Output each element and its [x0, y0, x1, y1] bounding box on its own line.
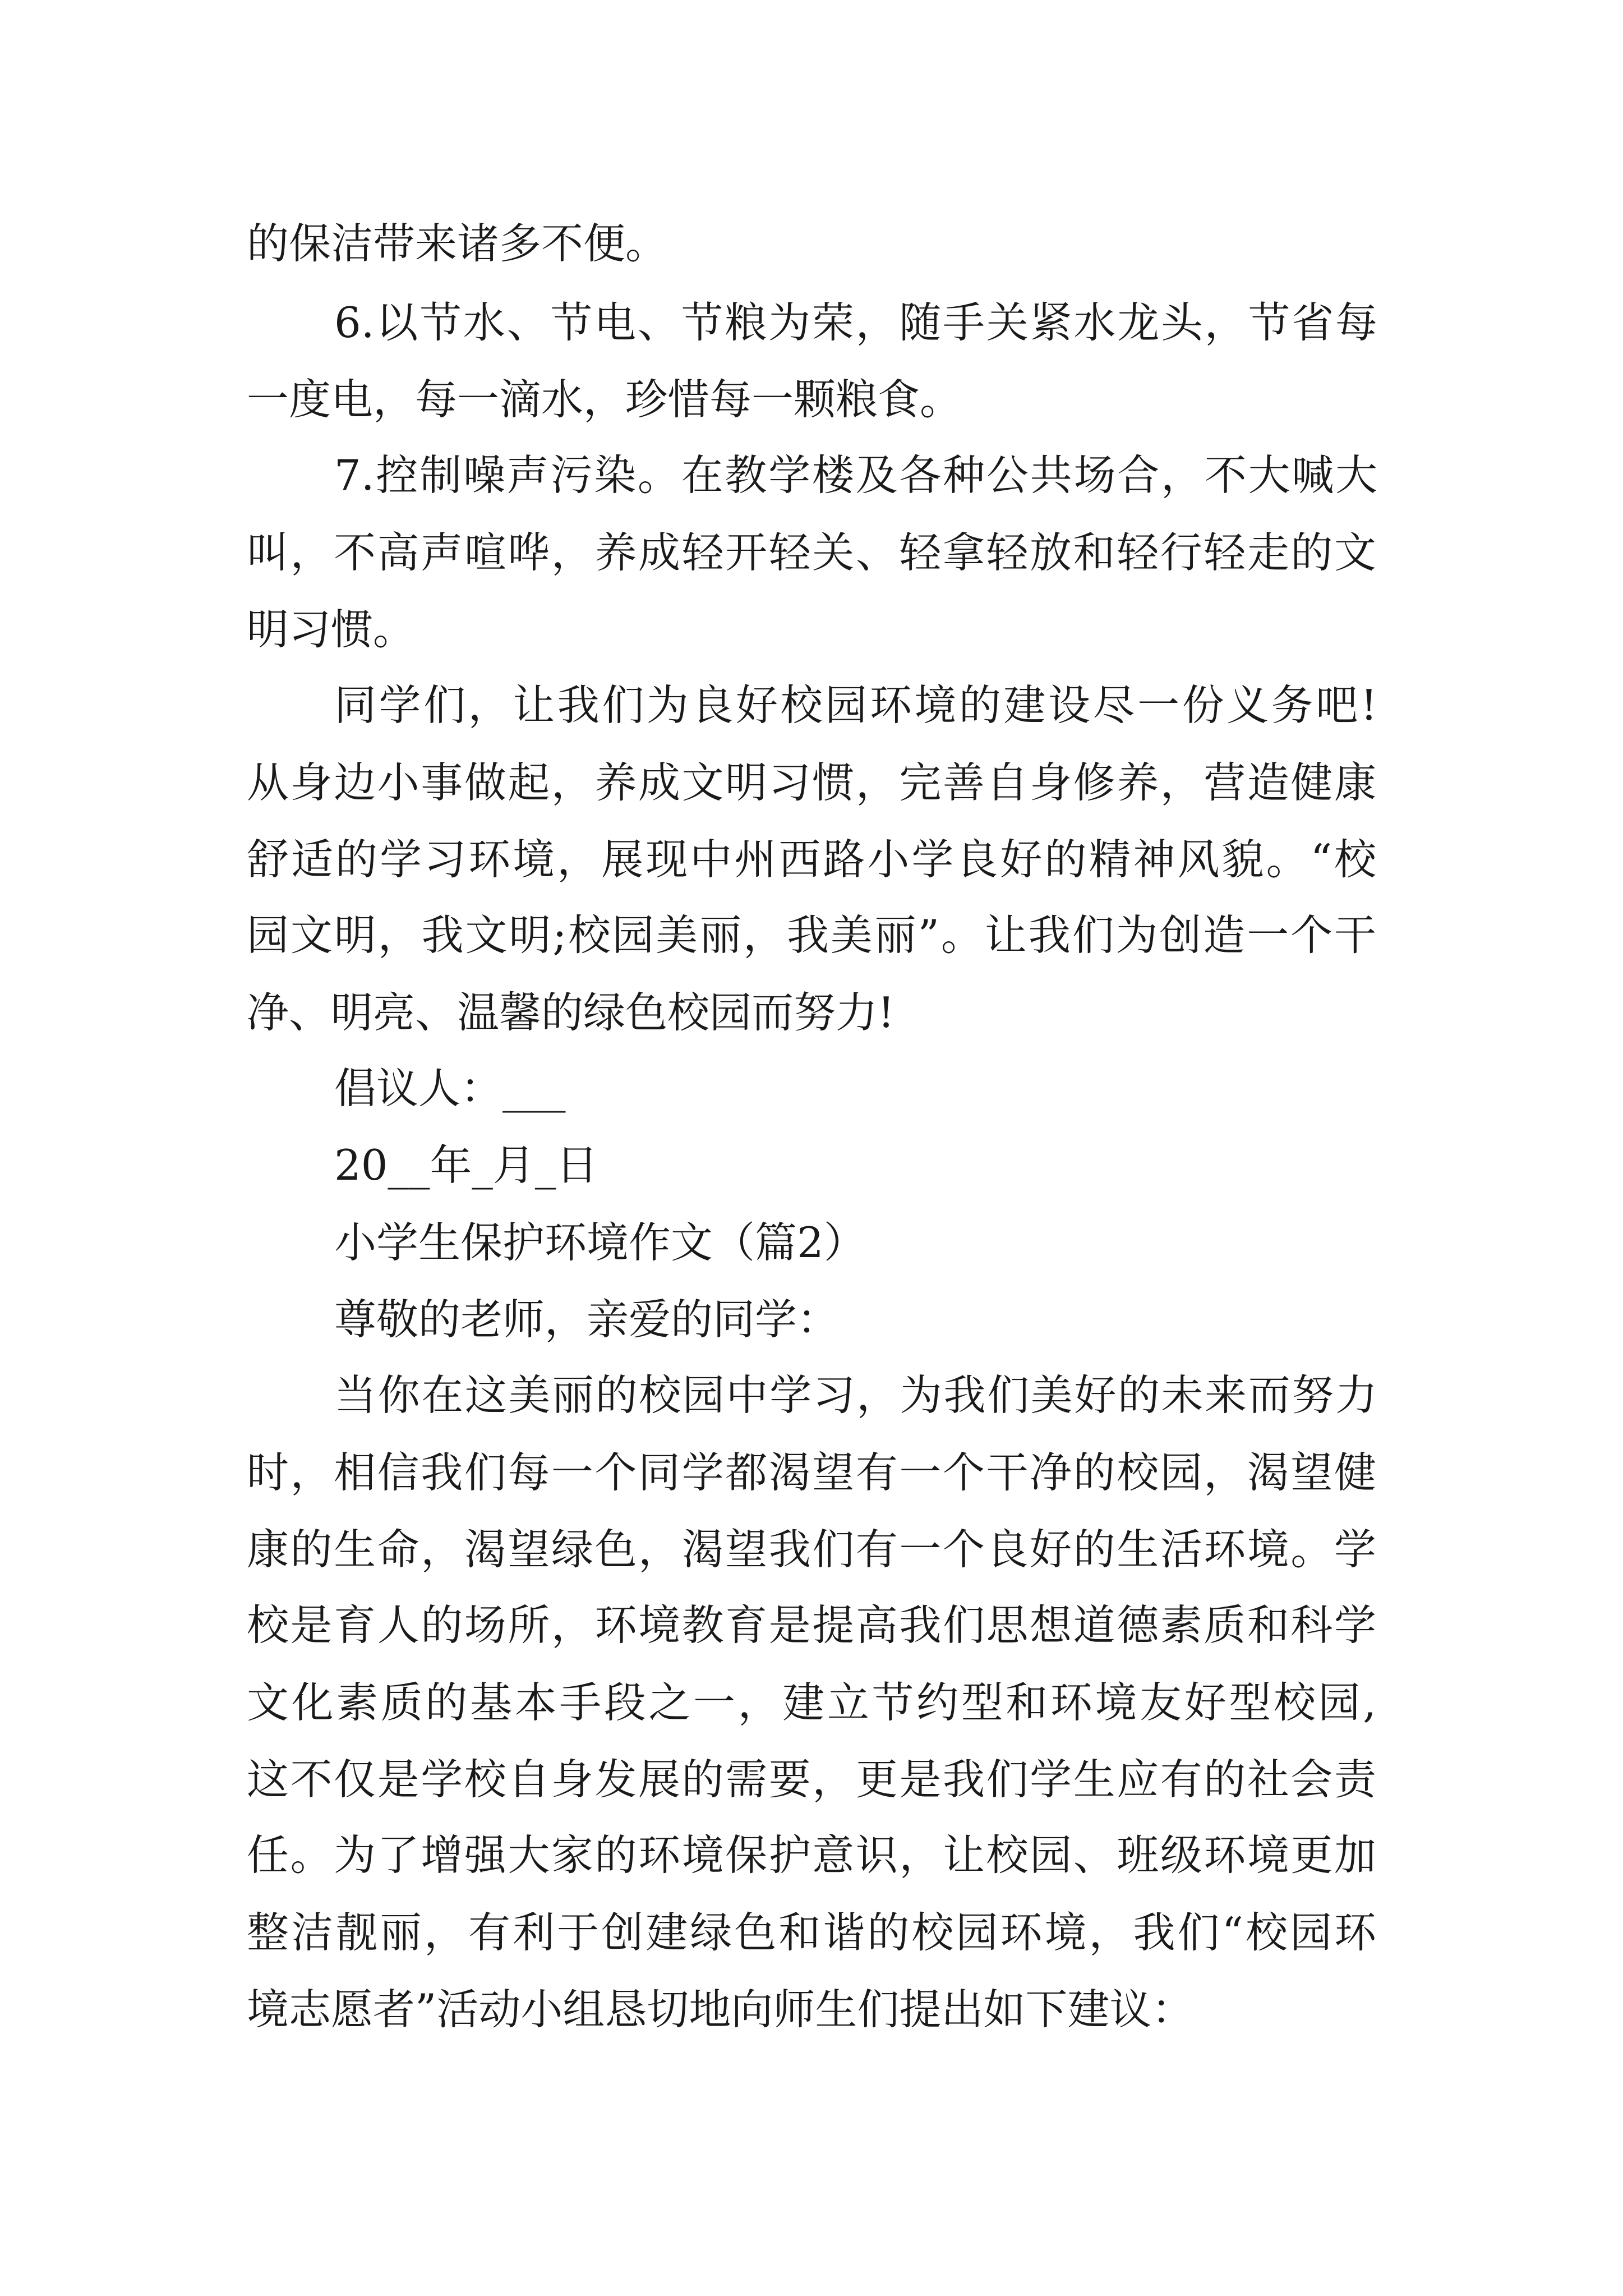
- text-line: 舒适的学习环境，展现中州西路小学良好的精神风貌。“校: [247, 835, 1376, 884]
- text-line: 校是育人的场所，环境教育是提高我们思想道德素质和科学: [247, 1600, 1376, 1650]
- text-line: 6.以节水、节电、节粮为荣，随手关紧水龙头，节省每: [334, 298, 1377, 347]
- text-line: 一度电，每一滴水，珍惜每一颗粮食。: [247, 375, 962, 424]
- text-line: 净、明亮、温馨的绿色校园而努力!: [247, 988, 895, 1037]
- salutation: 尊敬的老师，亲爱的同学：: [334, 1295, 840, 1344]
- text-line: 从身边小事做起，养成文明习惯，完善自身修养，营造健康: [247, 758, 1376, 807]
- text-line: 文化素质的基本手段之一，建立节约型和环境友好型校园,: [247, 1678, 1376, 1727]
- text-line: 康的生命，渴望绿色，渴望我们有一个良好的生活环境。学: [247, 1525, 1376, 1574]
- section-heading: 小学生保护环境作文（篇2）: [334, 1218, 866, 1267]
- text-line: 明习惯。: [247, 605, 416, 654]
- text-line: 7.控制噪声污染。在教学楼及各种公共场合，不大喊大: [334, 450, 1377, 500]
- text-line: 整洁靓丽，有利于创建绿色和谐的校园环境，我们“校园环: [247, 1908, 1376, 1957]
- text-line: 叫，不高声喧哗，养成轻开轻关、轻拿轻放和轻行轻走的文: [247, 528, 1376, 577]
- text-line: 的保洁带来诸多不便。: [247, 219, 668, 268]
- text-line: 境志愿者”活动小组恳切地向师生们提出如下建议：: [247, 1985, 1194, 2034]
- text-line: 当你在这美丽的校园中学习，为我们美好的未来而努力: [334, 1370, 1377, 1420]
- text-line: 任。为了增强大家的环境保护意识，让校园、班级环境更加: [247, 1830, 1376, 1880]
- signatory-line: 倡议人：___: [334, 1064, 566, 1113]
- date-line: 20__年_月_日: [334, 1140, 598, 1190]
- text-line: 时，相信我们每一个同学都渴望有一个干净的校园，渴望健: [247, 1448, 1376, 1497]
- text-line: 园文明，我文明;校园美丽，我美丽”。让我们为创造一个干: [247, 910, 1376, 960]
- text-line: 这不仅是学校自身发展的需要，更是我们学生应有的社会责: [247, 1755, 1376, 1804]
- text-line: 同学们，让我们为良好校园环境的建设尽一份义务吧!: [334, 680, 1377, 730]
